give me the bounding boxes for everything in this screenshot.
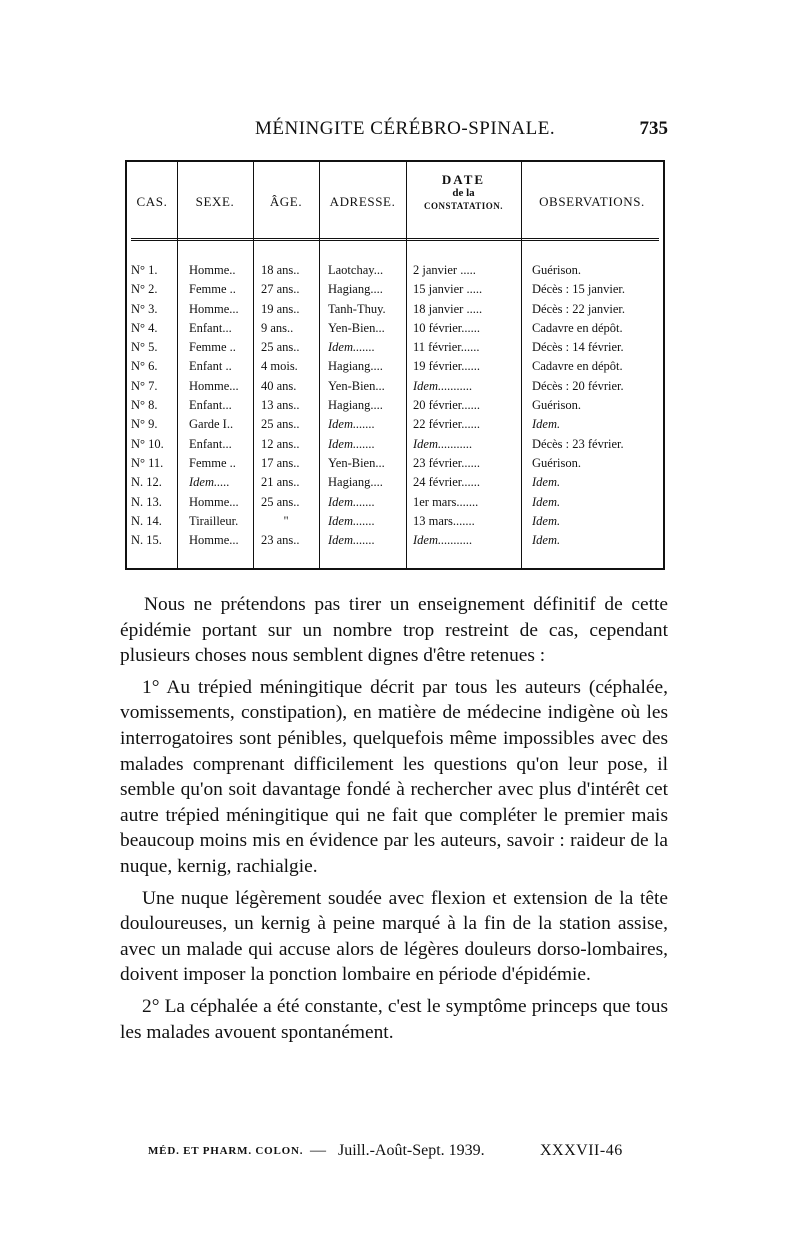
cell-date: 24 février...... [413, 475, 480, 490]
cell-adresse: Laotchay... [328, 263, 384, 277]
issue-dates: Juill.-Août-Sept. 1939. [338, 1142, 485, 1159]
cell-date: Idem........... [413, 378, 473, 393]
cell-age: 9 ans.. [261, 320, 294, 335]
running-header [125, 118, 670, 142]
header-adresse: ADRESSE. [329, 194, 396, 209]
paragraph: Une nuque légèrement soudée avec flexion et extension de la tête douloureuses, un kernig à peine marqué à la fin de la station assise, avec un malade qui accuse alors de légères douleurs dorso-lombaires, doivent imposer la ponction lombaire en période d'épidémie. [120, 887, 668, 986]
cell-adresse: Hagiang.... [328, 475, 383, 490]
cell-observation: Cadavre en dépôt. [532, 320, 623, 335]
table-row [127, 437, 663, 456]
cell-age: " [283, 513, 289, 528]
cell-date: 23 février...... [413, 455, 480, 470]
cell-sexe: Enfant .. [189, 359, 232, 374]
header-date-line2: de la [452, 187, 475, 199]
table-row [127, 533, 663, 552]
paragraph: Nous ne prétendons pas tirer un enseignement définitif de cette épidémie portant sur un nombre trop restreint de cas, cependant plusieurs choses nous semblent dignes d'être retenues : [120, 594, 668, 667]
cell-adresse: Yen-Bien... [328, 455, 385, 470]
table-row [127, 398, 663, 417]
cell-cas: N° 8. [131, 398, 158, 413]
header-rule [131, 238, 659, 239]
cell-age: 23 ans.. [261, 533, 300, 548]
table-row [127, 321, 663, 340]
cell-cas: N. 14. [131, 513, 162, 528]
cell-age: 25 ans.. [261, 340, 300, 355]
cell-adresse: Idem....... [328, 513, 375, 528]
page-number: 735 [639, 118, 668, 139]
cell-observation: Décès : 23 février. [532, 436, 624, 451]
cell-age: 27 ans.. [261, 282, 300, 297]
cell-date: 2 janvier ..... [413, 263, 476, 277]
cell-adresse: Yen-Bien... [328, 320, 385, 335]
cell-observation: Décès : 14 février. [532, 340, 624, 355]
cell-date: 11 février...... [413, 340, 480, 355]
cell-cas: N° 9. [131, 417, 158, 432]
cell-cas: N° 10. [131, 436, 164, 451]
cell-age: 4 mois. [261, 359, 298, 374]
cell-adresse: Idem....... [328, 436, 375, 451]
cell-observation: Cadavre en dépôt. [532, 359, 623, 374]
footer-dash: — [310, 1142, 326, 1159]
cell-cas: N. 13. [131, 494, 162, 509]
cell-observation: Idem. [532, 494, 561, 509]
cell-age: 13 ans.. [261, 398, 300, 413]
cell-sexe: Tirailleur. [189, 513, 239, 528]
cell-cas: N. 12. [131, 475, 162, 490]
cell-adresse: Hagiang.... [328, 282, 383, 297]
cell-sexe: Homme.. [189, 263, 236, 277]
cell-cas: N° 1. [131, 263, 158, 277]
sheet-signature: XXXVII-46 [540, 1142, 623, 1159]
cell-observation: Idem. [532, 533, 561, 548]
cell-cas: N° 4. [131, 320, 158, 335]
paragraph: 1° Au trépied méningitique décrit par tous les auteurs (céphalée, vomissements, constipation), en matière de médecine indigène où les interrogatoires sont pénibles, quelquefois même impossibles avec des malades comprenant difficilement les questions qu'on leur pose, il semble qu'on soit davantage fondé à rechercher avec plus d'intérêt cet autre trépied méningitique qui ne fait que compléter le premier mais beaucoup moins mis en évidence par les auteurs, savoir : raideur de la nuque, kernig, rachialgie. [120, 676, 668, 877]
table-row [127, 417, 663, 436]
table-row [127, 495, 663, 514]
cell-adresse: Yen-Bien... [328, 378, 385, 393]
cell-observation: Guérison. [532, 263, 581, 277]
cell-date: Idem........... [413, 436, 473, 451]
header-cas: CAS. [136, 194, 168, 209]
cell-age: 12 ans.. [261, 436, 300, 451]
cases-table [125, 160, 665, 570]
cell-observation: Décès : 15 janvier. [532, 282, 626, 297]
cell-age: 21 ans.. [261, 475, 300, 490]
cell-observation: Idem. [532, 475, 561, 490]
header-age: ÂGE. [269, 194, 303, 209]
header-sexe: SEXE. [195, 194, 235, 209]
cell-date: 15 janvier ..... [413, 282, 483, 297]
cell-sexe: Enfant... [189, 436, 232, 451]
header-date-line3: CONSTATATION. [423, 201, 504, 211]
running-title: MÉNINGITE CÉRÉBRO-SPINALE. [255, 118, 556, 139]
cell-adresse: Hagiang.... [328, 398, 383, 413]
cell-date: Idem........... [413, 533, 473, 548]
cell-adresse: Tanh-Thuy. [328, 301, 386, 316]
table-row [127, 514, 663, 533]
cell-age: 17 ans.. [261, 455, 300, 470]
cell-date: 20 février...... [413, 398, 480, 413]
cell-adresse: Hagiang.... [328, 359, 383, 374]
table-row [127, 475, 663, 494]
cell-age: 18 ans.. [261, 263, 300, 277]
table-row [127, 302, 663, 321]
cell-sexe: Homme... [189, 494, 239, 509]
cell-sexe: Enfant... [189, 320, 232, 335]
cell-adresse: Idem....... [328, 533, 375, 548]
cell-adresse: Idem....... [328, 417, 375, 432]
table-row [127, 359, 663, 378]
table-row [127, 379, 663, 398]
cell-observation: Guérison. [532, 455, 581, 470]
cell-adresse: Idem....... [328, 494, 375, 509]
header-observations: OBSERVATIONS. [539, 194, 645, 209]
cell-cas: N° 3. [131, 301, 158, 316]
header-date-line1: DATE [441, 172, 486, 187]
cell-observation: Guérison. [532, 398, 581, 413]
cell-date: 13 mars....... [413, 513, 475, 528]
cell-date: 1er mars....... [413, 494, 479, 509]
cell-cas: N° 7. [131, 378, 158, 393]
cell-sexe: Enfant... [189, 398, 232, 413]
cell-adresse: Idem....... [328, 340, 375, 355]
body-text [120, 592, 668, 1045]
cell-date: 18 janvier ..... [413, 301, 483, 316]
page-footer [148, 1142, 628, 1168]
cell-sexe: Homme... [189, 301, 239, 316]
cell-date: 19 février...... [413, 359, 480, 374]
table-row [127, 282, 663, 301]
table-body [127, 263, 663, 552]
cell-age: 25 ans.. [261, 417, 300, 432]
table-row [127, 340, 663, 359]
cell-sexe: Homme... [189, 533, 239, 548]
cell-cas: N. 15. [131, 533, 162, 548]
cell-cas: N° 2. [131, 282, 158, 297]
cell-age: 40 ans. [261, 378, 297, 393]
cell-cas: N° 6. [131, 359, 158, 374]
cell-date: 22 février...... [413, 417, 480, 432]
cell-date: 10 février...... [413, 320, 480, 335]
cell-observation: Idem. [532, 513, 561, 528]
paragraph: 2° La céphalée a été constante, c'est le symptôme princeps que tous les malades avouent spontanément. [120, 995, 668, 1043]
cell-observation: Décès : 20 février. [532, 378, 624, 393]
cell-sexe: Idem..... [189, 475, 230, 490]
cell-cas: N° 11. [131, 455, 164, 470]
header-rule [131, 240, 659, 241]
cell-sexe: Femme .. [189, 455, 236, 470]
cell-sexe: Homme... [189, 378, 239, 393]
header-date [406, 173, 521, 211]
cell-cas: N° 5. [131, 340, 158, 355]
table-row [127, 263, 663, 282]
cell-sexe: Femme .. [189, 340, 236, 355]
table-row [127, 456, 663, 475]
cell-age: 19 ans.. [261, 301, 300, 316]
cell-age: 25 ans.. [261, 494, 300, 509]
cell-observation: Idem. [532, 417, 561, 432]
cell-observation: Décès : 22 janvier. [532, 301, 626, 316]
journal-name: MÉD. ET PHARM. COLON. [148, 1145, 304, 1157]
cell-sexe: Garde I.. [189, 417, 234, 432]
cell-sexe: Femme .. [189, 282, 236, 297]
